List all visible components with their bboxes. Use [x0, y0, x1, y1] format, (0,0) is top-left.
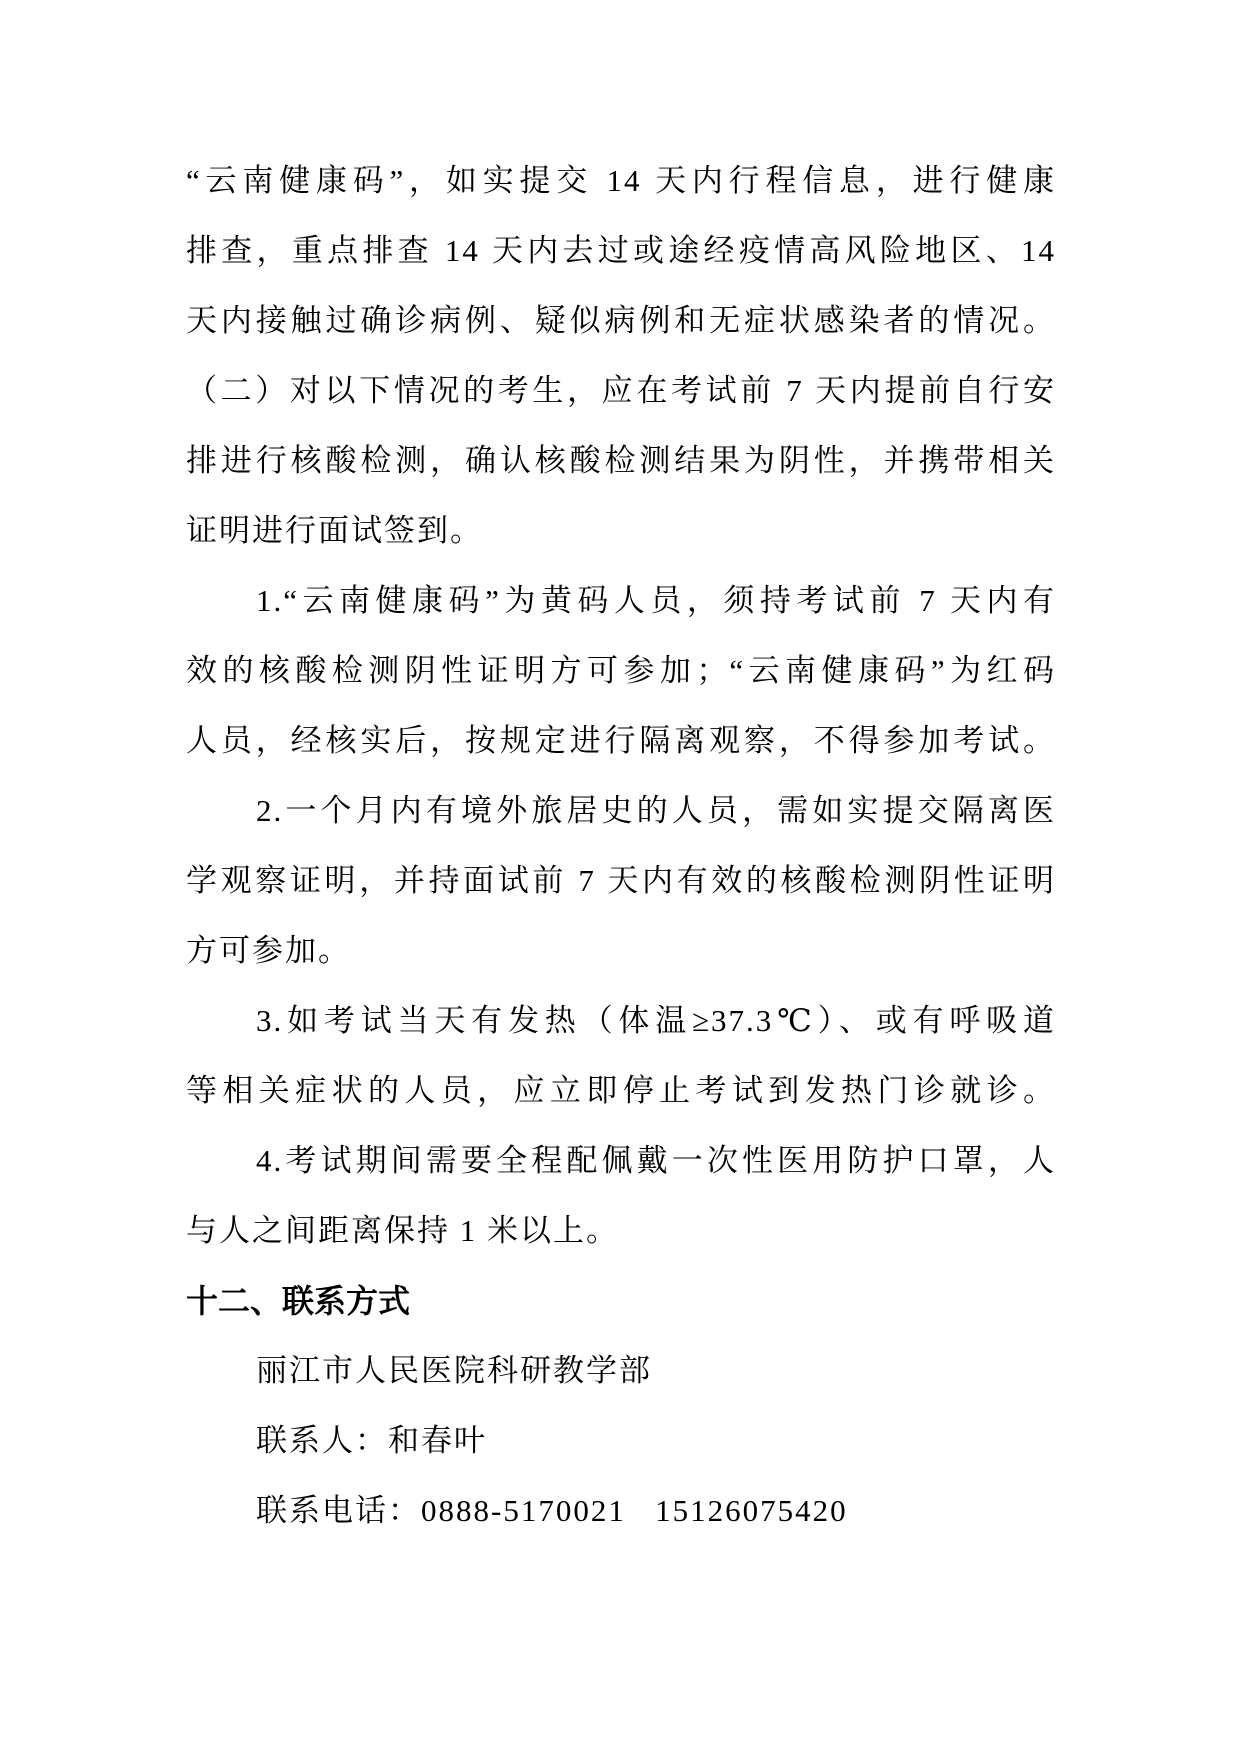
paragraph-line: 证明进行面试签到。	[186, 513, 483, 548]
paragraph-line: 等相关症状的人员，应立即停止考试到发热门诊就诊。	[186, 1073, 1056, 1108]
numbered-item-line: 1.“云南健康码”为黄码人员，须持考试前 7 天内有	[256, 583, 1056, 618]
numbered-item-line: 3.如考试当天有发热（体温≥37.3℃）、或有呼吸道	[256, 1003, 1056, 1038]
numbered-item-line: 2.一个月内有境外旅居史的人员，需如实提交隔离医	[256, 793, 1056, 828]
section-heading: 十二、联系方式	[186, 1283, 411, 1319]
paragraph-line: “云南健康码”，如实提交 14 天内行程信息，进行健康	[186, 163, 1056, 198]
paragraph-line: 排查，重点排查 14 天内去过或途经疫情高风险地区、14	[186, 233, 1056, 268]
numbered-item-line: 4.考试期间需要全程配佩戴一次性医用防护口罩，人	[256, 1143, 1056, 1178]
paragraph-line: 天内接触过确诊病例、疑似病例和无症状感染者的情况。	[186, 303, 1056, 338]
contact-phone-line: 联系电话：0888-5170021 15126075420	[256, 1493, 848, 1528]
paragraph-line: 人员，经核实后，按规定进行隔离观察，不得参加考试。	[186, 723, 1056, 758]
paragraph-line: 效的核酸检测阴性证明方可参加；“云南健康码”为红码	[186, 653, 1056, 688]
paragraph-line: （二）对以下情况的考生，应在考试前 7 天内提前自行安	[186, 373, 1056, 408]
document-content	[186, 146, 1056, 1546]
contact-person-line: 联系人：和春叶	[256, 1423, 487, 1458]
paragraph-line: 排进行核酸检测，确认核酸检测结果为阴性，并携带相关	[186, 443, 1056, 478]
contact-department-line: 丽江市人民医院科研教学部	[256, 1353, 652, 1388]
paragraph-line: 与人之间距离保持 1 米以上。	[186, 1213, 619, 1248]
paragraph-line: 学观察证明，并持面试前 7 天内有效的核酸检测阴性证明	[186, 863, 1056, 898]
paragraph-line: 方可参加。	[186, 933, 351, 968]
